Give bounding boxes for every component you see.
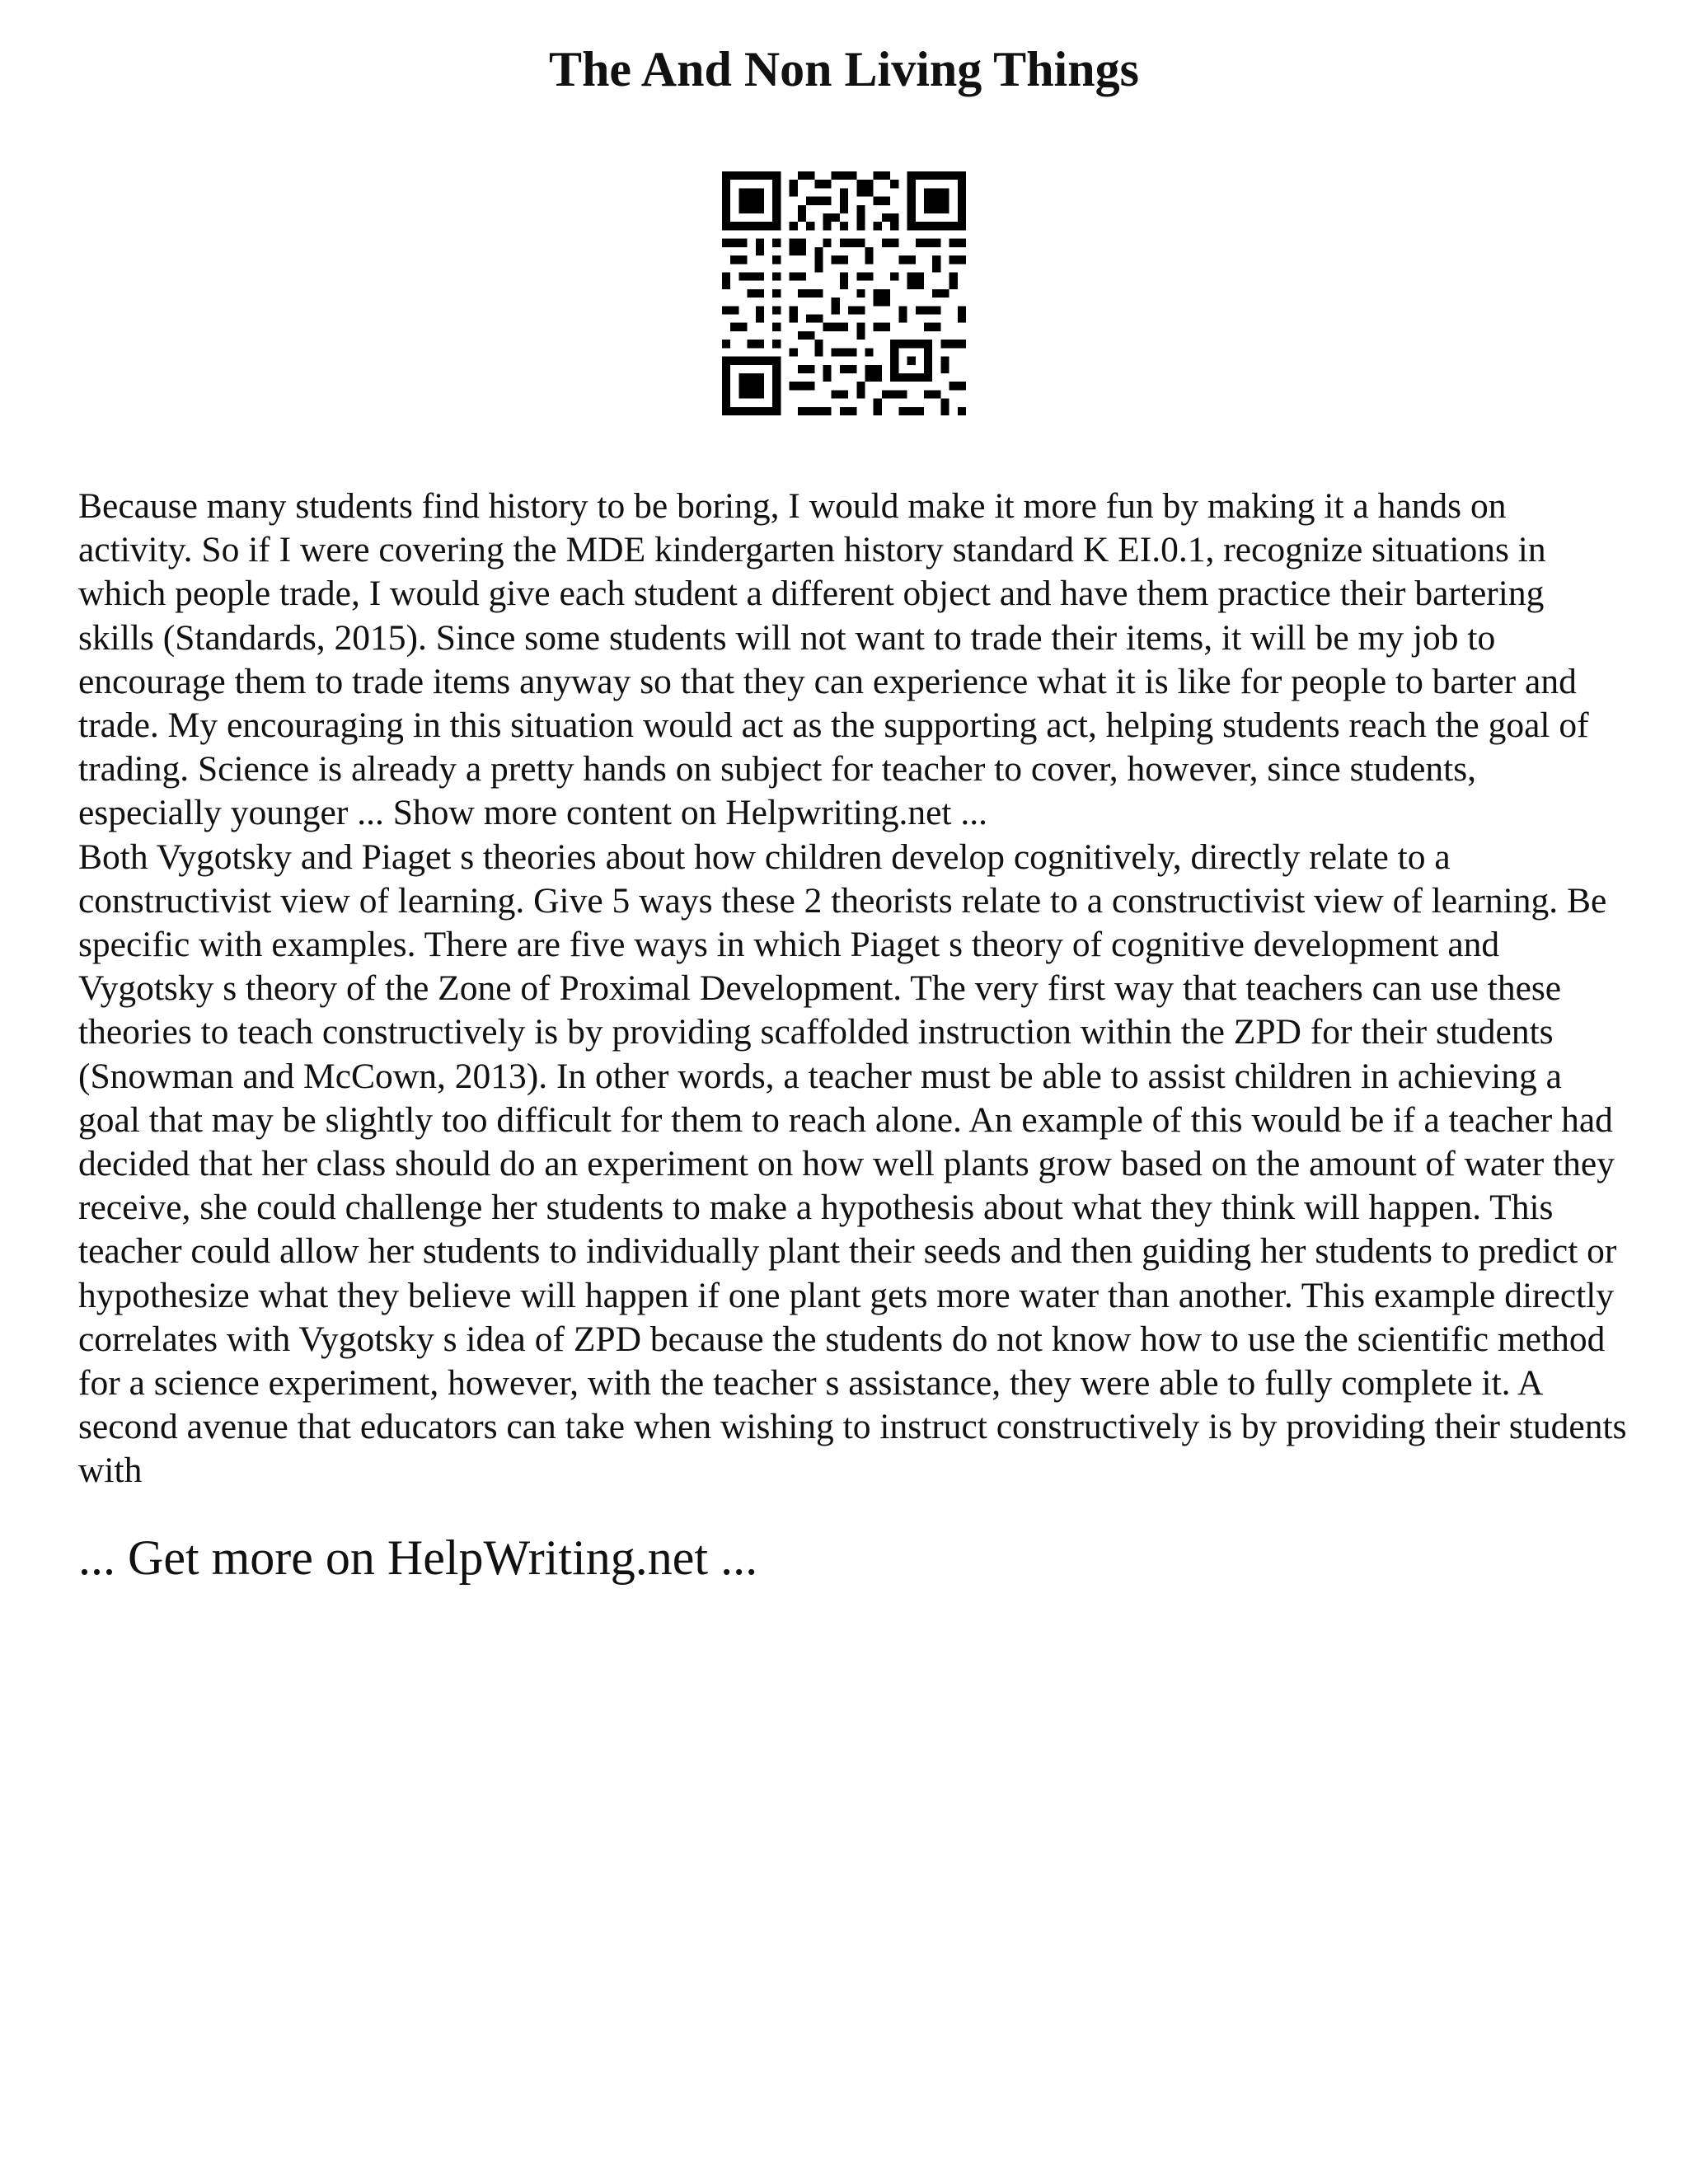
- paragraph: Because many students find history to be boring, I would make it more fun by making it a hands on activity. So if I were covering the MDE kindergarten history standard K EI.0.1, recognize situations in which people trade, I would give each student a different object and have them practice their bartering skills (Standards, 2015). Since some students will not want to trade their items, it will be my job to encourage them to trade items anyway so that they can experience what it is like for people to barter and trade. My encouraging in this situation would act as the supporting act, helping students reach the goal of trading. Science is already a pretty hands on subject for teacher to cover, however, since students, especially younger ... Show more content on Helpwriting.net ...: [78, 486, 1589, 833]
- paragraph: Both Vygotsky and Piaget s theories about how children develop cognitively, directly relate to a constructivist view of learning. Give 5 ways these 2 theorists relate to a constructivist view of learning. Be specific with examples. There are five ways in which Piaget s theory of cognitive development and Vygotsky s theory of the Zone of Proximal Development. The very first way that teachers can use these theories to teach constructively is by providing scaffolded instruction within the ZPD for their students (Snowman and McCown, 2013). In other words, a teacher must be able to assist children in achieving a goal that may be slightly too difficult for them to reach alone. An example of this would be if a teacher had decided that her class should do an experiment on how well plants grow based on the amount of water they receive, she could challenge her students to make a hypothesis about what they think will happen. This teacher could allow her students to individually plant their seeds and then guiding her students to predict or hypothesize what they believe will happen if one plant gets more water than another. This example directly correlates with Vygotsky s idea of ZPD because the students do not know how to use the scientific method for a science experiment, however, with the teacher s assistance, they were able to fully complete it. A second avenue that educators can take when wishing to instruct constructively is by providing their students with: [78, 837, 1627, 1491]
- qr-code-icon: [722, 171, 966, 415]
- article-body: [78, 485, 1628, 1493]
- page-title: The And Non Living Things: [549, 42, 1139, 96]
- get-more-link[interactable]: ... Get more on HelpWriting.net ...: [78, 1530, 758, 1585]
